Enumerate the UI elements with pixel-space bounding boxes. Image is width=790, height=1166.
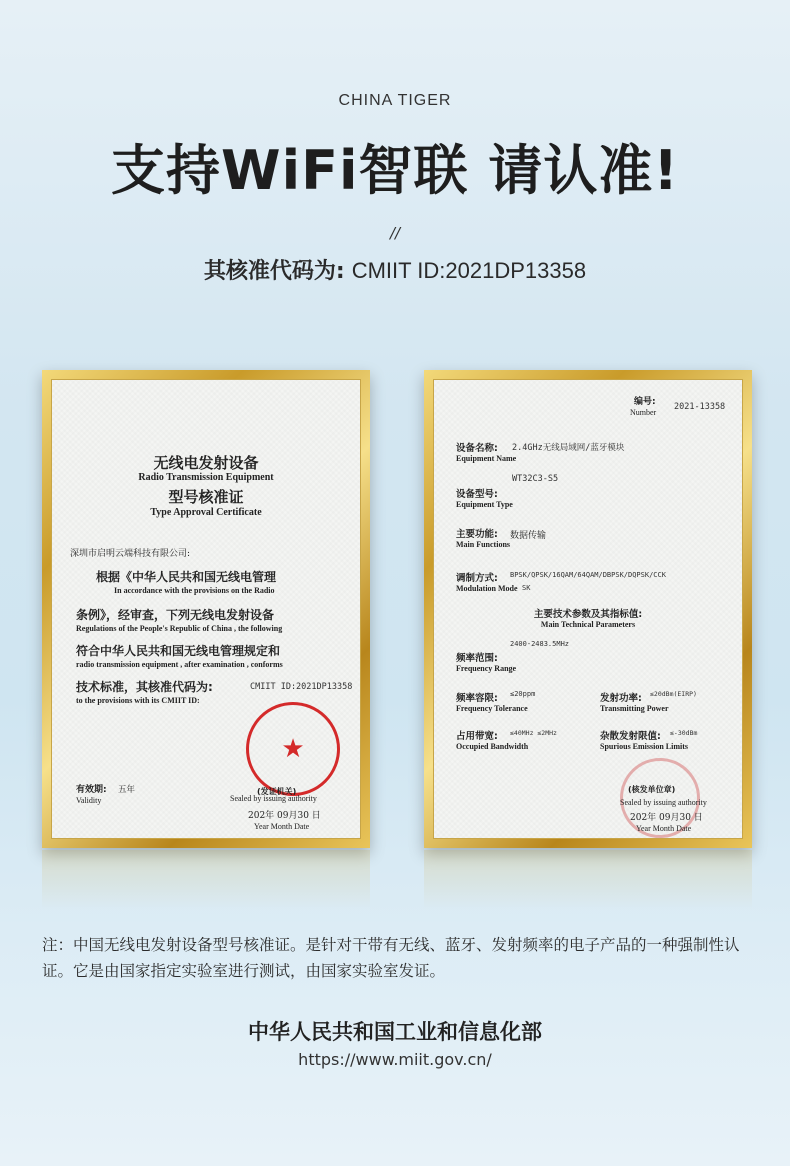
sealed-by: Sealed by issuing authority	[230, 794, 317, 803]
tol-en: Frequency Tolerance	[456, 704, 528, 713]
issue-date-en-right: Year Month Date	[636, 824, 692, 833]
mod-tail: SK	[522, 584, 531, 592]
frame-reflection-right	[424, 850, 752, 910]
freq-label: 频率范围:	[456, 653, 498, 664]
spur-value: ≤-30dBm	[670, 729, 698, 737]
issuing-organization: 中华人民共和国工业和信息化部	[248, 1020, 542, 1044]
model-label: 设备型号:	[456, 489, 498, 500]
number-value: 2021-13358	[674, 402, 726, 412]
brand-name: CHINA TIGER	[338, 92, 452, 109]
tol-label: 频率容限:	[456, 693, 498, 704]
footnote: 注：中国无线电发射设备型号核准证。是针对干带有无线、蓝牙、发射频率的电子产品的一种强制性认证。它是由国家指定实验室进行测试，由国家实验室发证。	[42, 936, 740, 980]
freq-value: 2400-2483.5MHz	[510, 640, 570, 648]
national-emblem-icon: ★	[281, 734, 305, 764]
params-en: Main Technical Parameters	[540, 620, 636, 629]
certificate-right	[424, 370, 752, 848]
power-label: 发射功率:	[600, 693, 642, 704]
cmiit-value: CMIIT ID:2021DP13358	[351, 258, 587, 283]
headline: 支持WiFi智联 请认准!	[111, 139, 679, 202]
company-name: 深圳市启明云端科技有限公司:	[70, 549, 191, 559]
cmiit-line	[0, 254, 790, 285]
cert-line3-en: radio transmission equipment , after examination , conforms	[76, 660, 283, 669]
func-label: 主要功能:	[456, 529, 498, 540]
number-label: 编号:	[634, 397, 656, 407]
func-en: Main Functions	[456, 540, 511, 549]
validity-en: Validity	[76, 796, 102, 805]
cert-line1-en: In accordance with the provisions on the Radio	[114, 586, 275, 595]
issue-date: 202年 09月30 日	[248, 811, 321, 821]
issue-date-en: Year Month Date	[254, 822, 310, 831]
model-en: Equipment Type	[456, 500, 513, 509]
bw-value: ≤40MHz ≤2MHz	[510, 729, 557, 737]
model-value: WT32C3-S5	[512, 474, 559, 484]
cert-line3-zh: 符合中华人民共和国无线电管理规定和	[76, 644, 281, 658]
issue-date-right: 202年 09月30 日	[630, 813, 703, 823]
bw-label: 占用带宽:	[456, 731, 498, 742]
cert-line2-en: Regulations of the People's Republic of China , the following	[76, 624, 283, 633]
divider: //	[389, 224, 401, 242]
mod-en: Modulation Mode	[456, 584, 518, 593]
name-label: 设备名称:	[456, 443, 498, 454]
mod-value: BPSK/QPSK/16QAM/64QAM/DBPSK/DQPSK/CCK	[510, 571, 666, 579]
power-value: ≤20dBm(EIRP)	[650, 690, 697, 698]
cert-line2-zh: 条例》，经审查，下列无线电发射设备	[76, 608, 275, 622]
cert-line4-en: to the provisions with its CMIIT ID:	[76, 696, 200, 705]
bw-en: Occupied Bandwidth	[456, 742, 529, 751]
name-en: Equipment Name	[456, 454, 517, 463]
cert-subtitle-zh: 型号核准证	[168, 488, 244, 506]
power-en: Transmitting Power	[600, 704, 669, 713]
cert-title-zh: 无线电发射设备	[153, 454, 259, 472]
cert-cmiit-id: CMIIT ID:2021DP13358	[250, 682, 353, 692]
seal-label: (发证机关)	[257, 787, 297, 796]
spur-label: 杂散发射限值:	[600, 731, 661, 742]
mod-label: 调制方式:	[456, 573, 498, 584]
sealed-by-right: Sealed by issuing authority	[620, 798, 707, 807]
cmiit-label: 其核准代码为:	[203, 259, 345, 284]
tol-value: ≤20ppm	[510, 690, 536, 698]
seal-label-right: (核发单位章)	[628, 785, 676, 794]
number-en: Number	[630, 408, 657, 417]
validity-value: 五年	[118, 785, 136, 795]
cert-title-en: Radio Transmission Equipment	[138, 472, 274, 483]
cert-line4-zh: 技术标准，其核准代码为:	[76, 680, 213, 694]
freq-en: Frequency Range	[456, 664, 517, 673]
cert-line1-zh: 根据《中华人民共和国无线电管理	[96, 570, 277, 584]
func-value: 数据传输	[510, 531, 547, 541]
cert-subtitle-en: Type Approval Certificate	[150, 507, 262, 518]
organization-url[interactable]: https://www.miit.gov.cn/	[298, 1050, 492, 1069]
certificate-left	[42, 370, 370, 848]
name-value: 2.4GHz无线局域网/蓝牙模块	[512, 443, 625, 453]
validity-label: 有效期:	[76, 785, 107, 795]
params-label: 主要技术参数及其指标值:	[533, 609, 643, 620]
issuer-seal	[246, 702, 340, 796]
frame-reflection-left	[42, 850, 370, 910]
spur-en: Spurious Emission Limits	[600, 742, 689, 751]
